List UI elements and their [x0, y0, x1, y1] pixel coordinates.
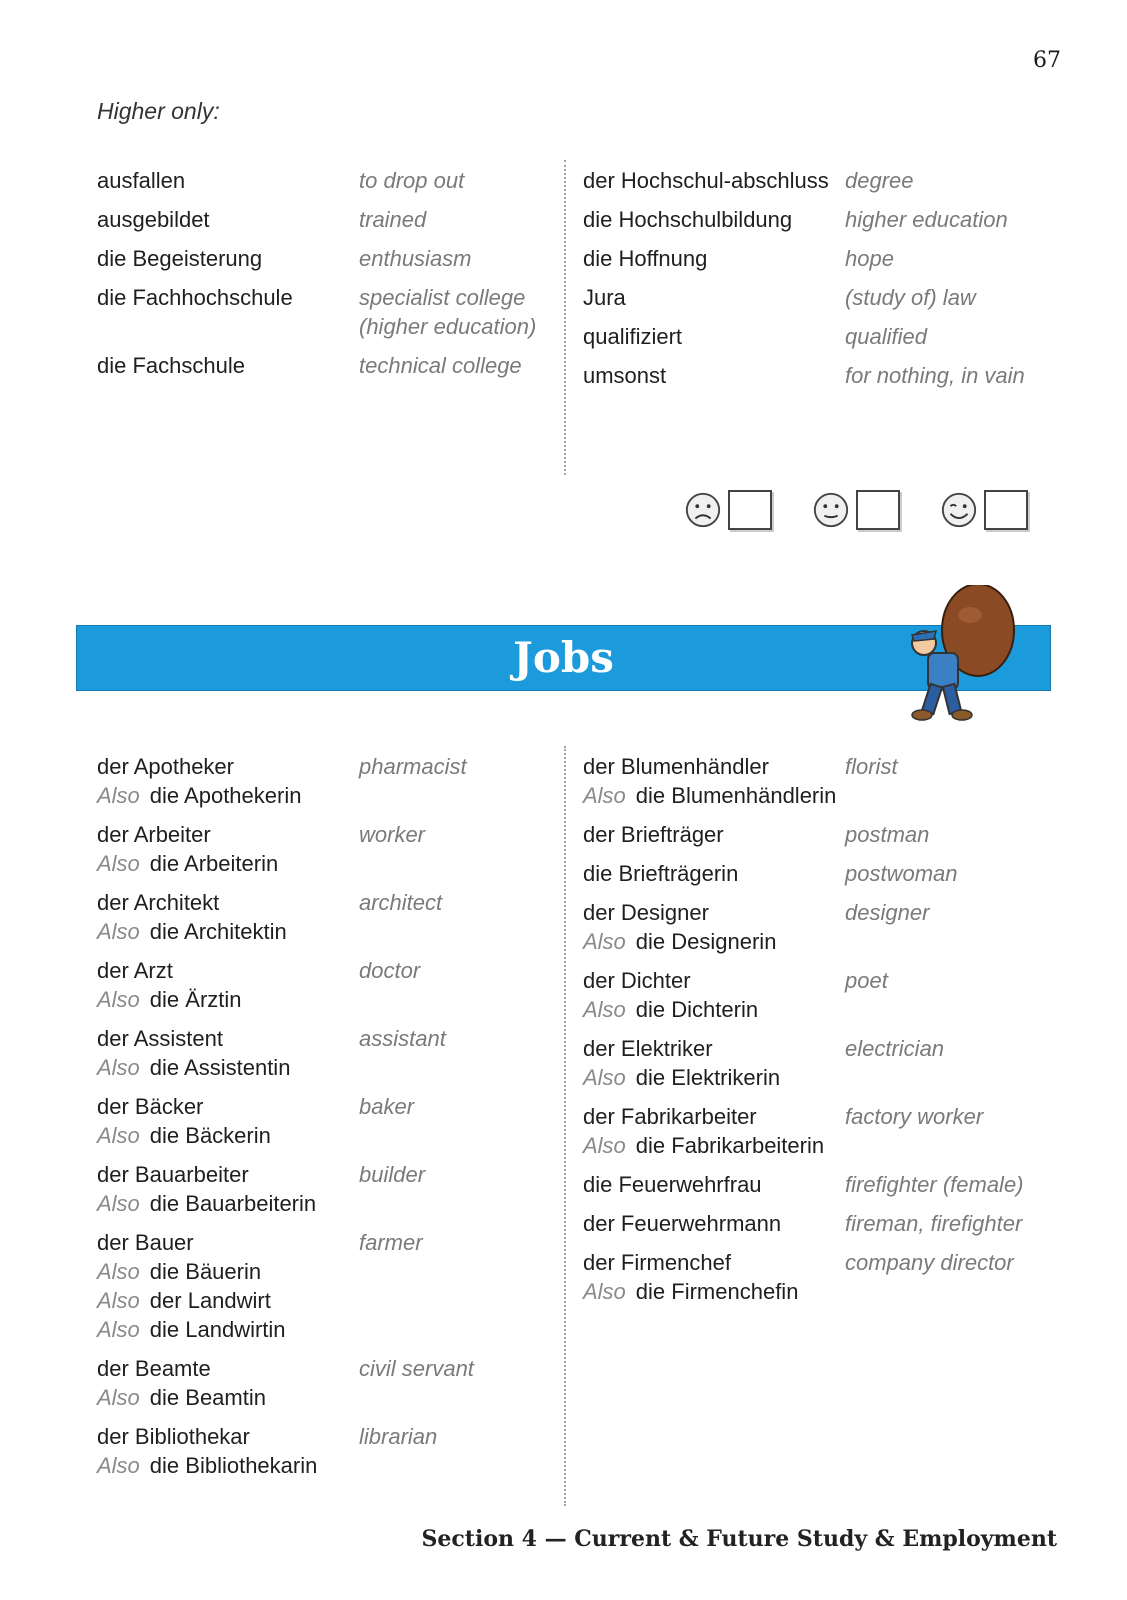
english-translation: poet	[845, 968, 888, 993]
section-footer: Section 4 — Current & Future Study & Employment	[421, 1526, 1057, 1552]
vocab-row	[583, 205, 1043, 234]
vocab-row	[583, 820, 1043, 849]
english-translation: technical college	[359, 353, 522, 378]
vocab-row	[97, 956, 557, 1014]
jobs-right-column	[583, 752, 1043, 1316]
rating-checkbox-neutral[interactable]	[856, 490, 900, 530]
vocab-row	[583, 322, 1043, 351]
german-term	[97, 205, 359, 234]
german-term	[583, 244, 845, 273]
english-translation: librarian	[359, 1424, 438, 1449]
english-translation: firefighter (female)	[845, 1172, 1024, 1197]
german-term	[97, 1024, 359, 1082]
english-translation: postman	[845, 822, 930, 847]
also-variant	[97, 917, 359, 946]
german-term	[583, 1248, 845, 1306]
english-translation: builder	[359, 1162, 426, 1187]
english-translation: architect	[359, 890, 443, 915]
english-translation: to drop out	[359, 168, 465, 193]
german-word: die Fachschule	[97, 353, 245, 378]
vocab-row	[97, 166, 557, 195]
german-term	[97, 888, 359, 946]
also-label: Also	[97, 1453, 140, 1478]
german-term	[583, 898, 845, 956]
vocab-row	[583, 1102, 1043, 1160]
neutral-face-icon	[812, 491, 850, 529]
vocab-row	[583, 1170, 1043, 1199]
column-divider	[564, 746, 566, 1506]
variant-word: die Bibliothekarin	[149, 1453, 318, 1478]
also-label: Also	[97, 1288, 140, 1313]
german-term	[583, 752, 845, 810]
also-variant	[97, 781, 359, 810]
vocab-row	[97, 205, 557, 234]
german-term	[583, 1170, 845, 1199]
also-label: Also	[97, 783, 140, 808]
german-word: der Bauer	[97, 1230, 194, 1255]
also-label: Also	[97, 1385, 140, 1410]
german-word: umsonst	[583, 363, 667, 388]
also-label: Also	[97, 1317, 140, 1342]
vocab-row	[583, 166, 1043, 195]
variant-word: die Landwirtin	[149, 1317, 286, 1342]
vocab-row	[583, 1209, 1043, 1238]
also-variant	[97, 1451, 359, 1480]
german-word: der Briefträger	[583, 822, 724, 847]
also-variant	[97, 1286, 359, 1315]
also-variant	[97, 1315, 359, 1344]
german-word: die Hoffnung	[583, 246, 708, 271]
english-translation: trained	[359, 207, 427, 232]
vocab-row	[97, 1160, 557, 1218]
rating-checkbox-happy[interactable]	[984, 490, 1028, 530]
english-translation: doctor	[359, 958, 421, 983]
german-word: der Blumenhändler	[583, 754, 769, 779]
german-word: der Fabrikarbeiter	[583, 1104, 757, 1129]
german-term	[97, 283, 359, 341]
vocab-row	[583, 283, 1043, 312]
english-translation: fireman, firefighter	[845, 1211, 1023, 1236]
also-label: Also	[97, 987, 140, 1012]
german-word: der Arbeiter	[97, 822, 211, 847]
self-rating	[684, 490, 1028, 530]
english-translation: baker	[359, 1094, 415, 1119]
german-term	[583, 1209, 845, 1238]
english-translation: hope	[845, 246, 894, 271]
german-term	[97, 1422, 359, 1480]
variant-word: die Architektin	[149, 919, 287, 944]
english-translation: assistant	[359, 1026, 446, 1051]
german-term	[583, 322, 845, 351]
english-translation: higher education	[845, 207, 1008, 232]
german-word: der Firmenchef	[583, 1250, 731, 1275]
also-variant	[97, 1383, 359, 1412]
german-word: der Bäcker	[97, 1094, 204, 1119]
german-word: die Begeisterung	[97, 246, 263, 271]
german-term	[97, 1092, 359, 1150]
sad-face-icon	[684, 491, 722, 529]
also-variant	[97, 985, 359, 1014]
also-label: Also	[583, 1133, 626, 1158]
also-label: Also	[97, 919, 140, 944]
english-translation: civil servant	[359, 1356, 474, 1381]
english-translation: farmer	[359, 1230, 423, 1255]
also-label: Also	[583, 929, 626, 954]
rating-neutral	[812, 490, 900, 530]
english-translation: company director	[845, 1250, 1014, 1275]
vocab-row	[97, 1354, 557, 1412]
variant-word: die Beamtin	[149, 1385, 266, 1410]
page-number: 67	[1033, 48, 1061, 73]
english-translation: pharmacist	[359, 754, 467, 779]
german-term	[97, 956, 359, 1014]
also-variant	[583, 1277, 845, 1306]
also-label: Also	[97, 851, 140, 876]
vocab-row	[97, 888, 557, 946]
vocab-row	[97, 752, 557, 810]
vocab-row	[97, 1024, 557, 1082]
vocab-row	[583, 361, 1043, 390]
also-variant	[97, 1189, 359, 1218]
german-word: der Bibliothekar	[97, 1424, 250, 1449]
variant-word: die Bäckerin	[149, 1123, 271, 1148]
german-word: die Hochschulbildung	[583, 207, 793, 232]
vocab-row	[97, 351, 557, 380]
german-term	[583, 1034, 845, 1092]
german-word: die Fachhochschule	[97, 285, 293, 310]
also-variant	[97, 1121, 359, 1150]
also-variant	[97, 849, 359, 878]
english-translation: degree	[845, 168, 914, 193]
vocab-row	[97, 1092, 557, 1150]
rating-happy	[940, 490, 1028, 530]
jobs-left-column	[97, 752, 557, 1490]
german-word: die Feuerwehrfrau	[583, 1172, 762, 1197]
happy-face-icon	[940, 491, 978, 529]
vocab-row	[583, 1248, 1043, 1306]
german-term	[583, 166, 845, 195]
variant-word: die Assistentin	[149, 1055, 291, 1080]
german-term	[97, 752, 359, 810]
variant-word: die Elektrikerin	[635, 1065, 781, 1090]
variant-word: die Arbeiterin	[149, 851, 279, 876]
rating-sad	[684, 490, 772, 530]
variant-word: die Apothekerin	[149, 783, 302, 808]
german-term	[97, 244, 359, 273]
variant-word: die Firmenchefin	[635, 1279, 799, 1304]
german-word: der Elektriker	[583, 1036, 713, 1061]
also-label: Also	[583, 997, 626, 1022]
vocab-row	[583, 859, 1043, 888]
variant-word: die Blumenhändlerin	[635, 783, 837, 808]
also-label: Also	[583, 783, 626, 808]
german-word: qualifiziert	[583, 324, 683, 349]
german-word: der Hochschul-abschluss	[583, 168, 829, 193]
german-term	[97, 351, 359, 380]
german-term	[583, 820, 845, 849]
also-variant	[583, 995, 845, 1024]
german-word: ausgebildet	[97, 207, 210, 232]
german-word: ausfallen	[97, 168, 186, 193]
also-variant	[583, 927, 845, 956]
also-variant	[583, 1131, 845, 1160]
german-word: der Assistent	[97, 1026, 223, 1051]
vocab-row	[583, 966, 1043, 1024]
higher-right-column	[583, 166, 1043, 400]
vocab-row	[583, 1034, 1043, 1092]
english-translation: qualified	[845, 324, 927, 349]
also-label: Also	[97, 1123, 140, 1148]
potato-mascot-icon	[900, 585, 1020, 725]
vocab-row	[583, 752, 1043, 810]
german-term	[583, 1102, 845, 1160]
english-translation: postwoman	[845, 861, 958, 886]
german-term	[97, 1160, 359, 1218]
variant-word: der Landwirt	[149, 1288, 271, 1313]
german-term	[97, 820, 359, 878]
rating-checkbox-sad[interactable]	[728, 490, 772, 530]
german-word: der Architekt	[97, 890, 220, 915]
english-translation: designer	[845, 900, 930, 925]
german-word: der Bauarbeiter	[97, 1162, 249, 1187]
english-translation: factory worker	[845, 1104, 984, 1129]
vocab-row	[97, 820, 557, 878]
also-label: Also	[97, 1259, 140, 1284]
higher-only-label: Higher only:	[97, 98, 220, 124]
english-translation: specialist college (higher education)	[359, 285, 537, 339]
english-translation: worker	[359, 822, 426, 847]
english-translation: enthusiasm	[359, 246, 472, 271]
german-word: der Arzt	[97, 958, 173, 983]
german-term	[583, 361, 845, 390]
variant-word: die Dichterin	[635, 997, 759, 1022]
german-term	[97, 166, 359, 195]
english-translation: electrician	[845, 1036, 945, 1061]
section-title: Jobs	[513, 633, 614, 682]
german-term	[97, 1354, 359, 1412]
english-translation: florist	[845, 754, 898, 779]
german-word: der Feuerwehrmann	[583, 1211, 782, 1236]
german-term	[583, 205, 845, 234]
also-variant	[97, 1257, 359, 1286]
variant-word: die Ärztin	[149, 987, 242, 1012]
german-term	[583, 283, 845, 312]
vocab-row	[97, 244, 557, 273]
vocab-row	[583, 244, 1043, 273]
also-label: Also	[583, 1065, 626, 1090]
german-term	[583, 966, 845, 1024]
german-word: der Designer	[583, 900, 709, 925]
higher-left-column	[97, 166, 557, 390]
german-word: der Apotheker	[97, 754, 234, 779]
english-translation: for nothing, in vain	[845, 363, 1025, 388]
german-word: Jura	[583, 285, 626, 310]
english-translation: (study of) law	[845, 285, 976, 310]
vocab-row	[97, 1228, 557, 1344]
vocab-row	[583, 898, 1043, 956]
also-variant	[97, 1053, 359, 1082]
variant-word: die Bäuerin	[149, 1259, 262, 1284]
vocab-row	[97, 283, 557, 341]
also-variant	[583, 1063, 845, 1092]
variant-word: die Bauarbeiterin	[149, 1191, 317, 1216]
variant-word: die Fabrikarbeiterin	[635, 1133, 825, 1158]
variant-word: die Designerin	[635, 929, 777, 954]
also-label: Also	[97, 1191, 140, 1216]
german-word: der Dichter	[583, 968, 691, 993]
german-word: der Beamte	[97, 1356, 211, 1381]
german-word: die Briefträgerin	[583, 861, 739, 886]
german-term	[97, 1228, 359, 1344]
also-variant	[583, 781, 845, 810]
vocab-row	[97, 1422, 557, 1480]
column-divider	[564, 160, 566, 475]
german-term	[583, 859, 845, 888]
also-label: Also	[97, 1055, 140, 1080]
also-label: Also	[583, 1279, 626, 1304]
